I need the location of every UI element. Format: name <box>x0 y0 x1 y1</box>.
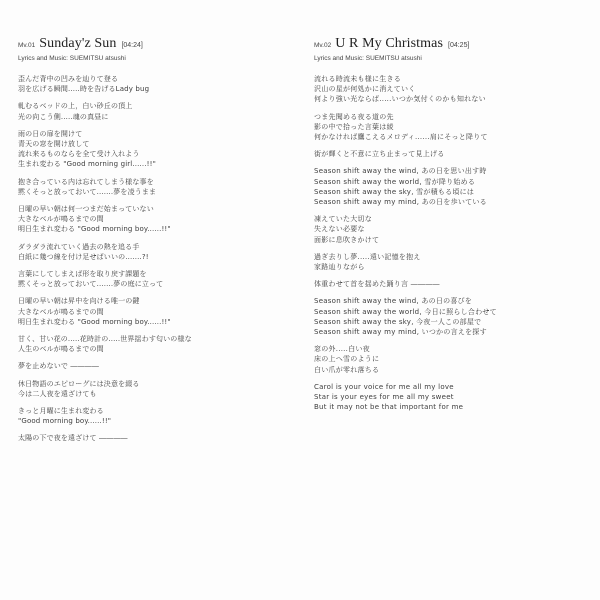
lyric-stanza <box>18 242 288 262</box>
lyric-line: 軋むるベッドの上，白い砂丘の頂上 <box>18 102 133 111</box>
lyric-line: Season shift away the world, 今日に照らし合わせて <box>314 307 497 316</box>
lyric-line: 歪んだ背中の凹みを辿りて登る <box>18 75 119 83</box>
lyric-line: 体重わせて首を揺めた踊り言 ―――― <box>314 280 440 289</box>
lyric-stanza <box>314 344 584 375</box>
lyric-stanza <box>18 101 288 121</box>
lyric-stanza <box>314 214 584 245</box>
lyric-line: 窓の外.....白い夜 <box>314 345 370 354</box>
lyric-line: 雨の日の扉を開けて <box>18 129 83 138</box>
lyric-line: 過ぎ去りし夢.....遠い記憶を抱え <box>314 252 421 261</box>
lyric-line: 夢を止めないで ―――― <box>18 362 100 371</box>
song-duration: [04:25] <box>448 42 470 49</box>
lyric-line: 凍えていた大切な <box>314 215 372 224</box>
lyric-line: きっと月曜に生まれ変わる <box>18 407 104 416</box>
song-column-right <box>314 36 584 419</box>
lyric-line: 生まれ変わる "Good morning girl......!!" <box>18 160 156 169</box>
song-title: U R My Christmas <box>335 36 443 51</box>
song-title: Sunday'z Sun <box>39 36 117 51</box>
lyric-line: Season shift away my mind, あの日を歩いている <box>314 198 487 207</box>
lyric-line: Season shift away my mind, いつかの言えを探す <box>314 328 487 337</box>
song-credits: Lyrics and Music: SUEMITSU atsushi <box>314 55 422 62</box>
lyric-line: つま先聞める夜る道の先 <box>314 112 394 121</box>
lyric-stanza <box>18 379 288 399</box>
lyric-stanza <box>18 177 288 197</box>
lyric-line: ダラダラ流れていく過去の熱を追る手 <box>18 242 140 251</box>
lyric-line: 抱き合っている内は忘れてしまう様な事を <box>18 177 154 186</box>
lyric-stanza <box>314 74 584 105</box>
lyric-line: Carol is your voice for me all my love <box>314 382 454 391</box>
lyric-line: 言葉にしてしまえば形を取り戻す課題を <box>18 270 147 279</box>
lyric-stanza <box>18 361 288 371</box>
lyric-line: Season shift away the sky, 今夜一人この部屋で <box>314 317 482 326</box>
lyric-line: Season shift away the sky, 雪が積もる頃には <box>314 187 475 196</box>
song-duration: [04:24] <box>121 42 143 49</box>
lyric-line: "Good morning boy......!!" <box>18 417 112 426</box>
lyric-stanza <box>314 382 584 413</box>
lyric-line: 影の中で拾った言葉は綾 <box>314 122 394 131</box>
track-number: Mv.01 <box>18 42 36 49</box>
lyric-stanza <box>18 433 288 443</box>
track-number: Mv.02 <box>314 42 332 49</box>
lyric-stanza <box>18 74 288 94</box>
lyric-line: 何より強い光ならば.....いつか気付くのかも知れない <box>314 95 486 104</box>
lyric-line: 大きなベルが鳴るまでの間 <box>18 307 104 316</box>
lyric-line: 太陽の下で夜を遠ざけて ―――― <box>18 434 128 443</box>
lyric-stanza <box>18 269 288 289</box>
lyric-line: 何かなければ鷹こえるメロディ......肩にそっと降りて <box>314 133 488 142</box>
song-column-left <box>18 36 288 451</box>
lyric-line: 青天の窓を開け放して <box>18 140 90 149</box>
lyric-line: 甘く、甘い花の.....花時計の.....世界揺わす匂いの様な <box>18 335 192 344</box>
lyric-line: 大きなベルが鳴るまでの間 <box>18 215 104 224</box>
lyric-line: Season shift away the wind, あの日を思い出す時 <box>314 167 487 176</box>
lyric-stanza <box>314 166 584 207</box>
lyric-stanza <box>18 406 288 426</box>
lyric-line: 日曜の早い朝は昇中を向ける唯一の鍵 <box>18 297 140 306</box>
lyric-stanza <box>314 296 584 337</box>
lyric-line: 床の上へ雪のように <box>314 355 380 364</box>
lyric-stanza <box>314 279 584 289</box>
lyric-stanza <box>314 252 584 272</box>
lyric-stanza <box>18 296 288 327</box>
song-header <box>18 36 288 52</box>
lyric-line: 黙くそっと放っておいて.......夢を凌うまま <box>18 187 157 196</box>
lyrics-body <box>18 74 288 444</box>
lyric-line: 街が輝くと不意に立ち止まって見上げる <box>314 150 445 159</box>
lyrics-body <box>314 74 584 412</box>
song-credits: Lyrics and Music: SUEMITSU atsushi <box>18 55 126 62</box>
lyric-line: 失えない必要な <box>314 225 365 234</box>
lyric-line: 光の向こう側.....魂の真昼に <box>18 112 109 121</box>
lyric-line: 沢山の星が何処かに消えていく <box>314 85 416 94</box>
lyric-stanza <box>18 129 288 170</box>
lyric-line: 流れる時流未も様に生きる <box>314 75 401 83</box>
lyric-line: 明日生まれ変わる "Good morning boy......!!" <box>18 317 171 326</box>
lyric-line: Season shift away the world, 雪が降り始める <box>314 177 476 186</box>
lyric-stanza <box>18 204 288 235</box>
lyric-line: 白い爪が零れ落ちる <box>314 365 380 374</box>
lyric-line: 白紙に幾つ線を付け足せばいいの.......?! <box>18 252 149 261</box>
lyric-stanza <box>314 149 584 159</box>
lyric-line: 黙くそっと放っておいて.......夢の庭に立って <box>18 280 164 289</box>
lyric-line: 家路辿りながら <box>314 263 365 272</box>
lyric-line: 休日物語のエピローグには決意を綴る <box>18 379 140 388</box>
lyric-line: 流れ来るものならを全て受け入れよう <box>18 150 140 159</box>
lyric-line: Season shift away the wind, あの日の喜びを <box>314 297 473 306</box>
lyric-stanza <box>18 334 288 354</box>
lyric-stanza <box>314 112 584 143</box>
lyric-line: 面影に息吹きかけて <box>314 235 380 244</box>
song-header <box>314 36 584 52</box>
lyric-line: 人生のベルが鳴るまでの間 <box>18 345 104 354</box>
lyric-line: 今は二人夜を遠ざけても <box>18 389 97 398</box>
lyric-line: 明日生まれ変わる "Good morning boy......!!" <box>18 225 171 234</box>
lyric-line: 羽を広げる瞬間.....時を告げるLady bug <box>18 85 150 94</box>
lyric-line: Star is your eyes for me all my sweet <box>314 393 454 402</box>
lyric-line: But it may not be that important for me <box>314 403 464 412</box>
lyric-line: 日曜の早い朝は何一つまだ始まっていない <box>18 205 154 214</box>
